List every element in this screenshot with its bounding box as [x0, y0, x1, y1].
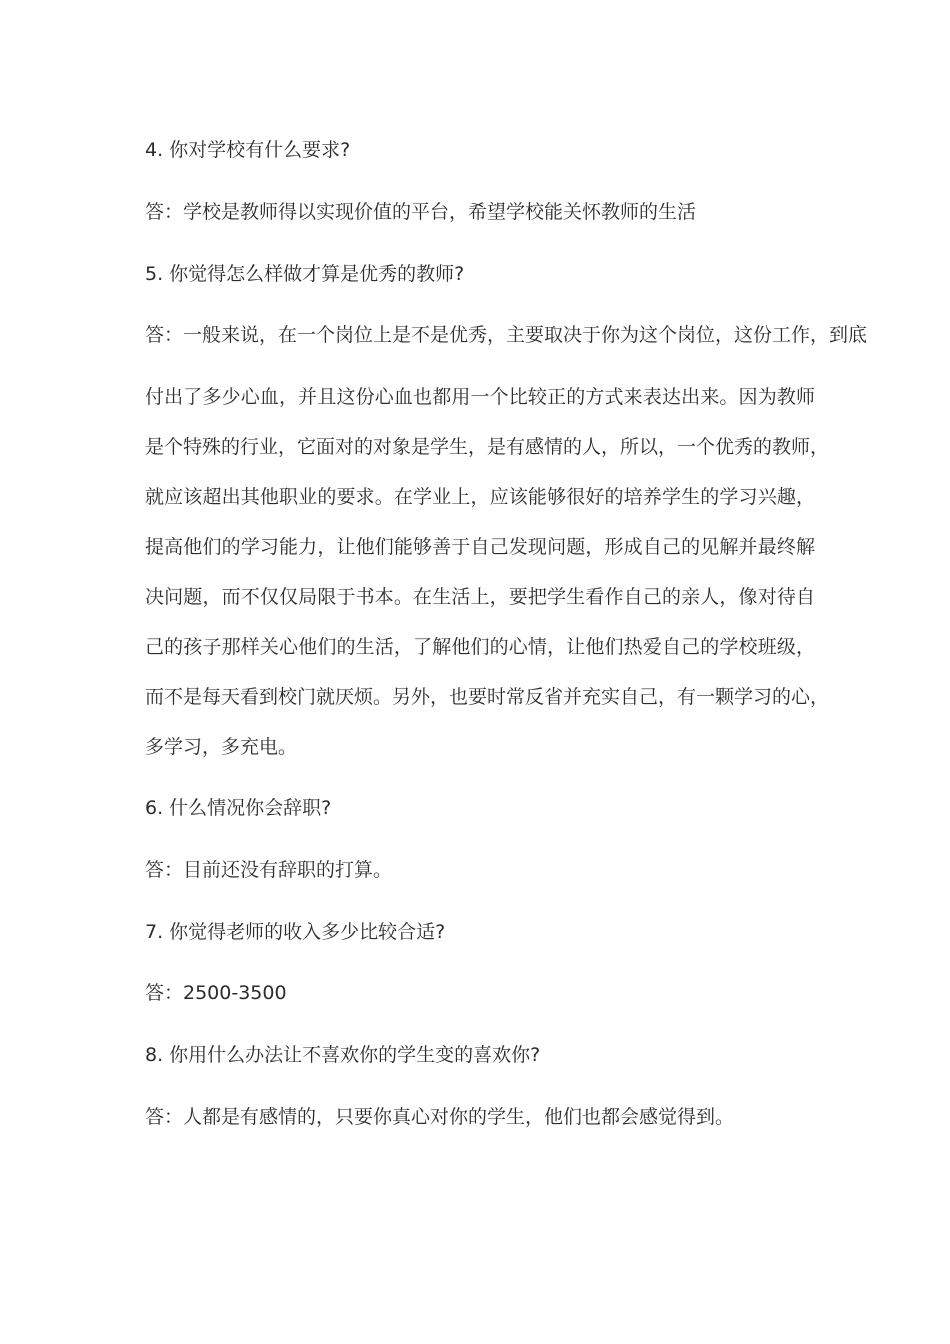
answer-5-line-4: 就应该超出其他职业的要求。在学业上，应该能够很好的培养学生的学习兴趣，	[145, 486, 815, 508]
answer-5-line-6: 决问题，而不仅仅局限于书本。在生活上，要把学生看作自己的亲人，像对待自	[145, 586, 815, 608]
question-8: 8. 你用什么办法让不喜欢你的学生变的喜欢你?	[145, 1044, 541, 1066]
answer-5-line-1: 答：一般来说，在一个岗位上是不是优秀，主要取决于你为这个岗位，这份工作，到底	[145, 324, 868, 346]
answer-5-line-7: 己的孩子那样关心他们的生活，了解他们的心情，让他们热爱自己的学校班级，	[145, 636, 815, 658]
answer-8: 答：人都是有感情的，只要你真心对你的学生，他们也都会感觉得到。	[145, 1106, 735, 1128]
answer-7: 答：2500-3500	[145, 982, 287, 1004]
answer-5-line-5: 提高他们的学习能力，让他们能够善于自己发现问题，形成自己的见解并最终解	[145, 536, 815, 558]
question-5: 5. 你觉得怎么样做才算是优秀的教师?	[145, 263, 465, 285]
answer-5-line-2: 付出了多少心血，并且这份心血也都用一个比较正的方式来表达出来。因为教师	[145, 386, 815, 408]
answer-6: 答：目前还没有辞职的打算。	[145, 859, 393, 881]
question-7: 7. 你觉得老师的收入多少比较合适?	[145, 921, 446, 943]
question-4: 4. 你对学校有什么要求?	[145, 139, 351, 161]
answer-5-line-9: 多学习，多充电。	[145, 736, 298, 758]
question-6: 6. 什么情况你会辞职?	[145, 797, 332, 819]
answer-5-line-8: 而不是每天看到校门就厌烦。另外，也要时常反省并充实自己，有一颗学习的心，	[145, 686, 830, 708]
answer-4: 答：学校是教师得以实现价值的平台，希望学校能关怀教师的生活	[145, 201, 697, 223]
answer-5-line-3: 是个特殊的行业，它面对的对象是学生，是有感情的人，所以，一个优秀的教师，	[145, 436, 830, 458]
